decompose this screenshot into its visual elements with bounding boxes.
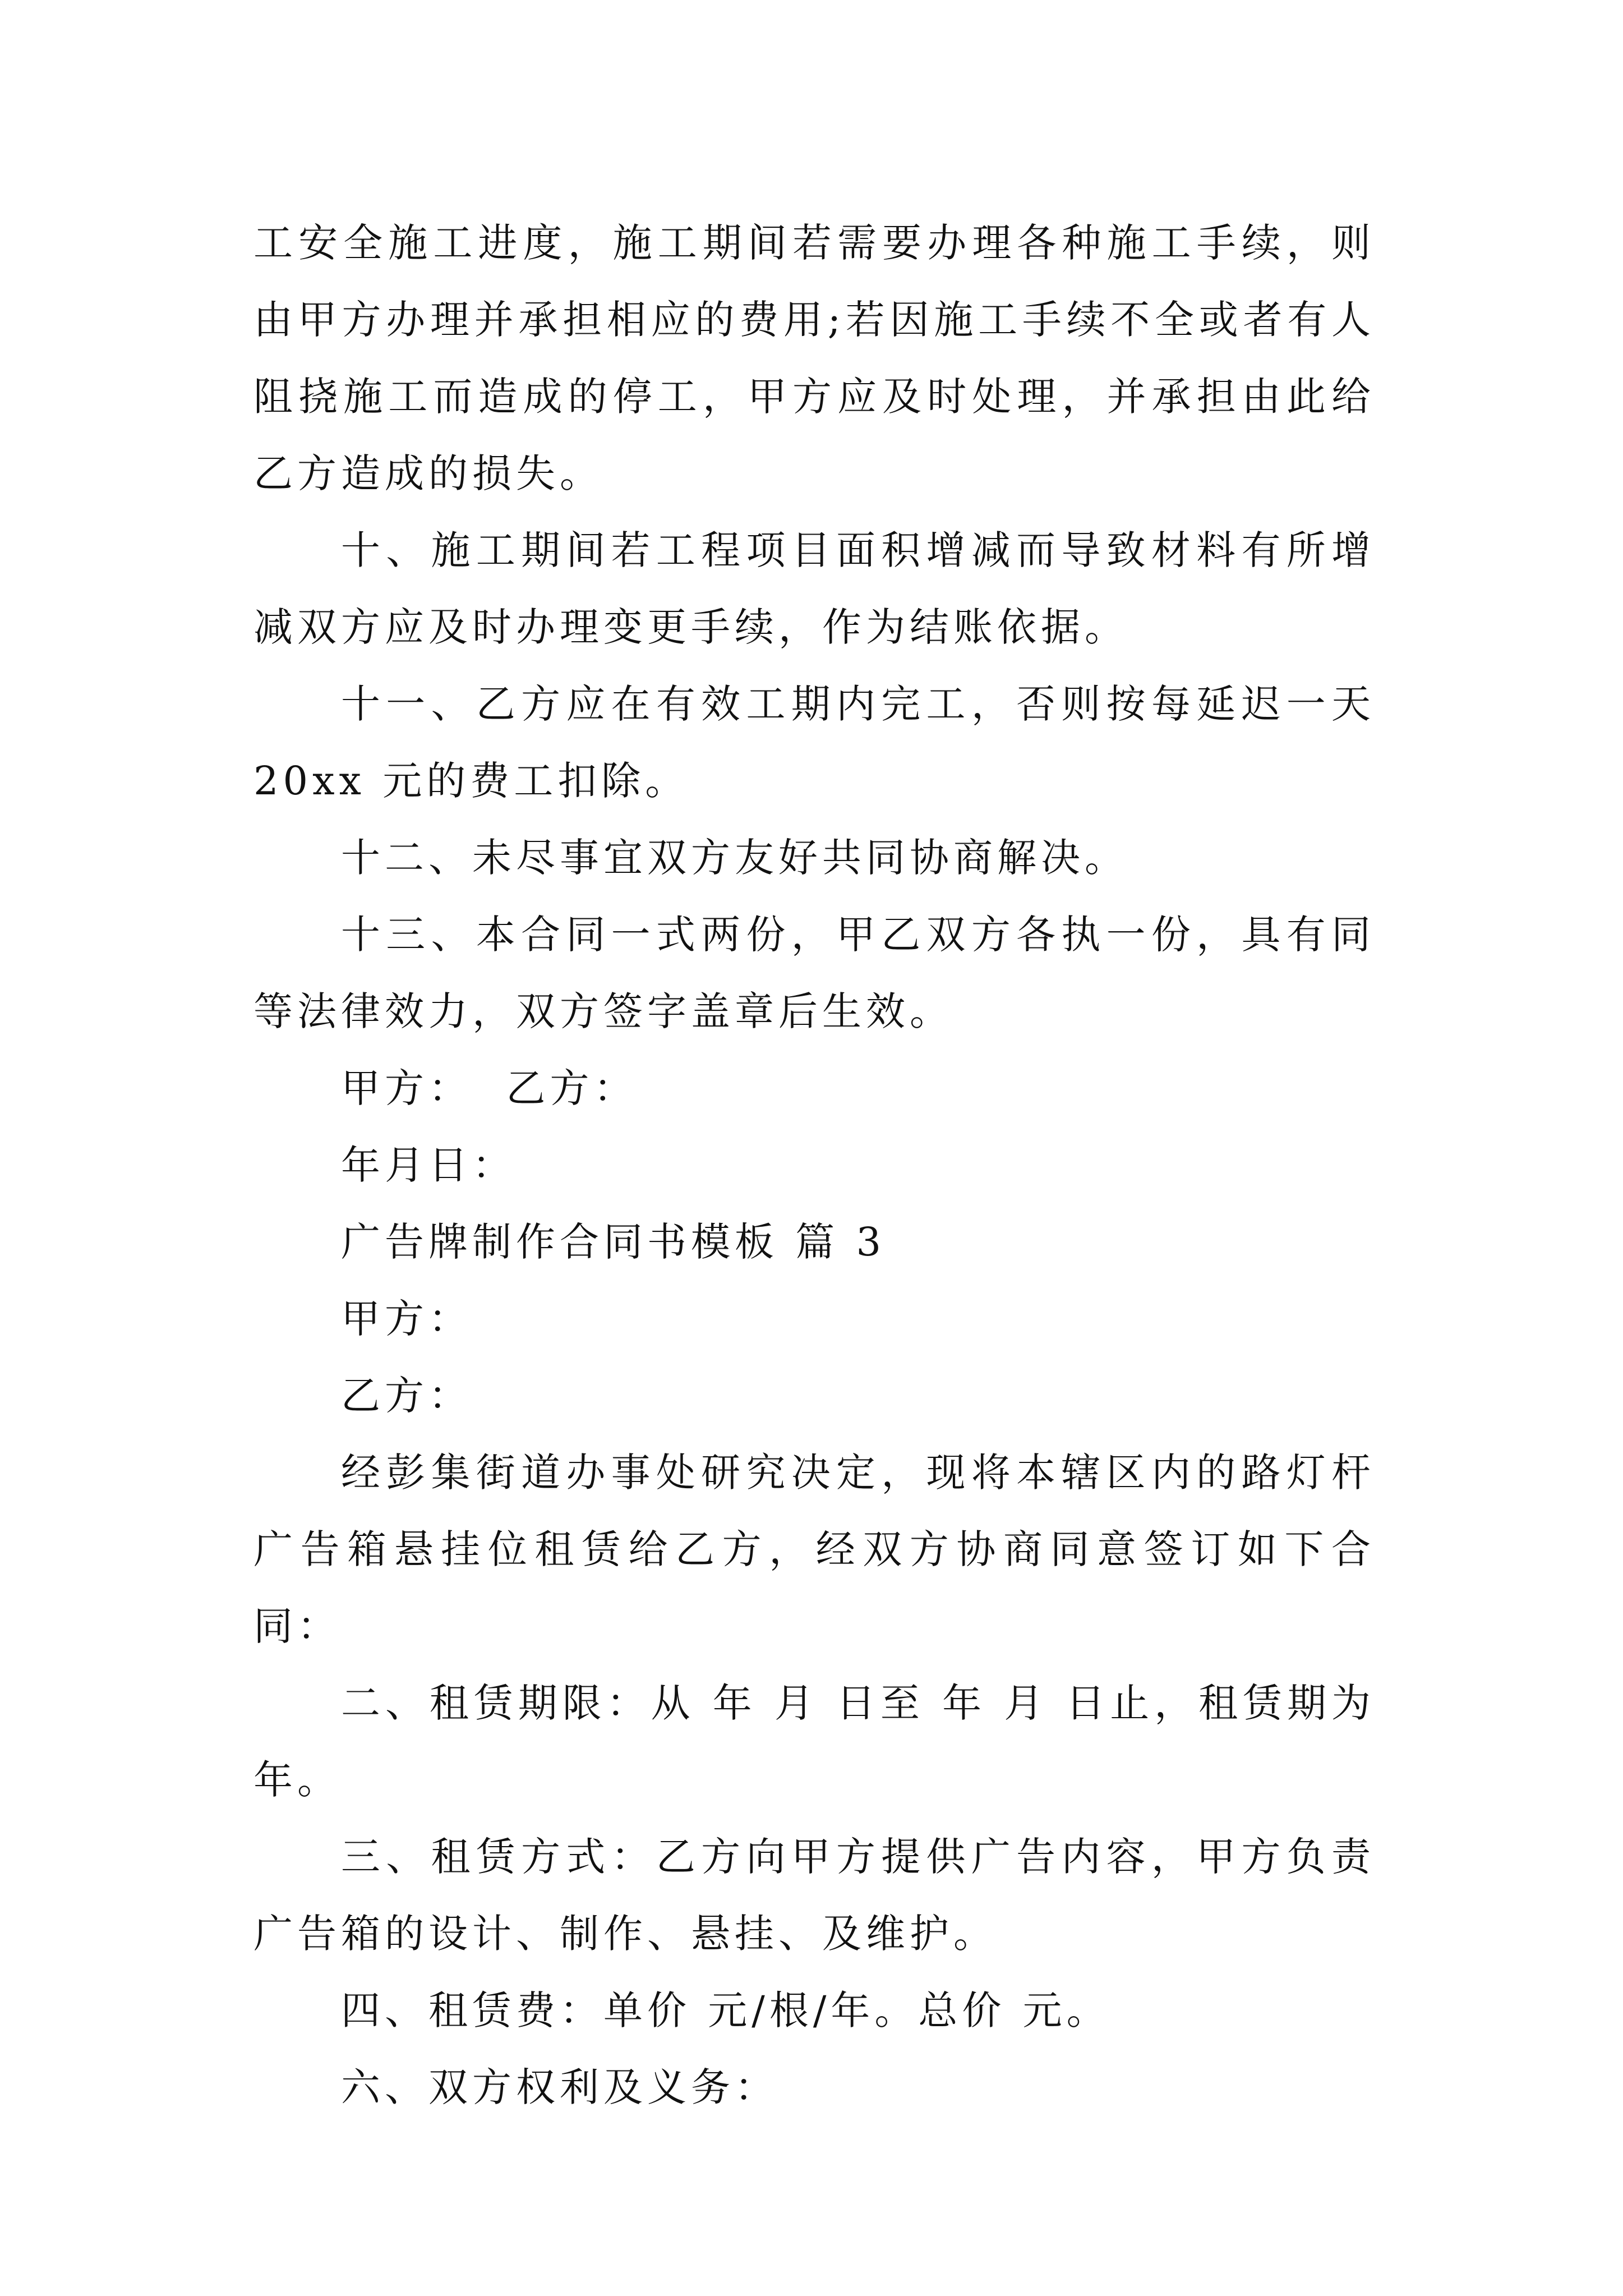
paragraph-clause-10: 十、施工期间若工程项目面积增减而导致材料有所增减双方应及时办理变更手续，作为结账依据。	[253, 527, 1375, 650]
party-b-line: 乙方：	[341, 1373, 472, 1419]
section-heading-template-3: 广告牌制作合同书模板 篇 3	[341, 1219, 886, 1265]
date-line: 年月日：	[341, 1142, 516, 1188]
paragraph-rights-obligations: 六、双方权利及义务：	[341, 2064, 778, 2110]
signature-parties-line: 甲方： 乙方：	[341, 1065, 638, 1111]
paragraph-lease-term: 二、租赁期限：从 年 月 日至 年 月 日止，租赁期为年。	[253, 1680, 1375, 1803]
paragraph-construction-procedures: 工安全施工进度，施工期间若需要办理各种施工手续，则由甲方办理并承担相应的费用;若因施工手续不全或者有人阻挠施工而造成的停工，甲方应及时处理，并承担由此给乙方造成的损失。	[253, 220, 1375, 496]
paragraph-clause-11: 十一、乙方应在有效工期内完工，否则按每延迟一天20xx 元的费工扣除。	[253, 681, 1375, 804]
document-page	[253, 205, 1375, 2126]
paragraph-clause-13: 十三、本合同一式两份，甲乙双方各执一份，具有同等法律效力，双方签字盖章后生效。	[253, 912, 1375, 1034]
paragraph-lease-fee: 四、租赁费：单价 元/根/年。总价 元。	[341, 1987, 1110, 2033]
paragraph-clause-12: 十二、未尽事宜双方友好共同协商解决。	[341, 835, 1128, 881]
paragraph-intro: 经彭集街道办事处研究决定，现将本辖区内的路灯杆广告箱悬挂位租赁给乙方，经双方协商同意签订如下合同：	[253, 1450, 1375, 1649]
party-a-line: 甲方：	[341, 1296, 472, 1342]
paragraph-lease-method: 三、租赁方式：乙方向甲方提供广告内容，甲方负责广告箱的设计、制作、悬挂、及维护。	[253, 1834, 1375, 1957]
